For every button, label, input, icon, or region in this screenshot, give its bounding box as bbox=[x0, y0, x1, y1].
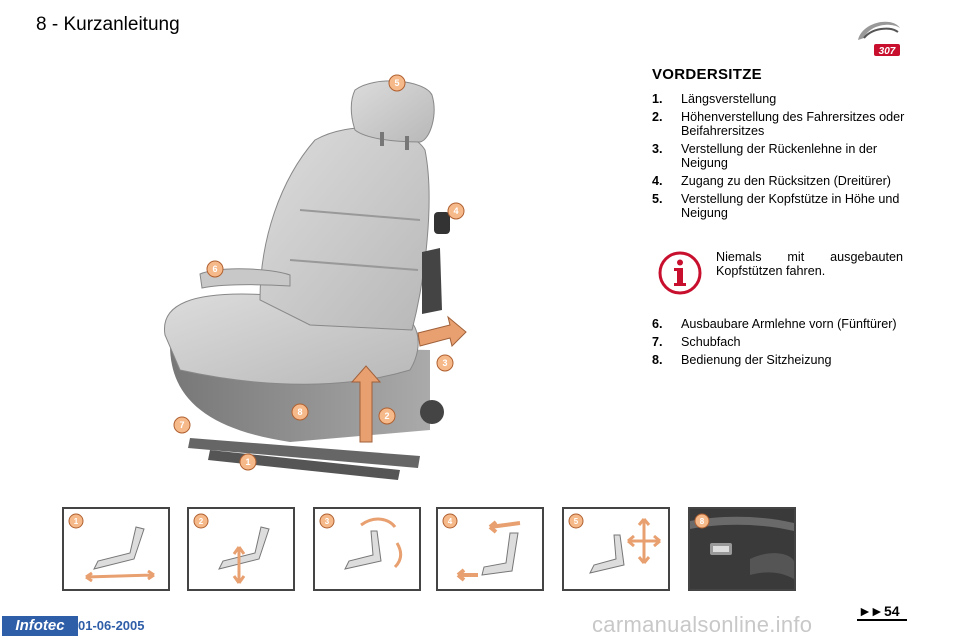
list-item: 8. Bedienung der Sitzheizung bbox=[652, 353, 832, 367]
svg-text:2: 2 bbox=[198, 517, 204, 526]
thumbnail-1 bbox=[62, 507, 170, 591]
svg-text:5: 5 bbox=[573, 517, 579, 526]
svg-text:3: 3 bbox=[324, 517, 330, 526]
svg-text:4: 4 bbox=[447, 517, 453, 526]
infotec-logo: Infotec bbox=[2, 616, 78, 636]
list-item: 1. Längsverstellung bbox=[652, 92, 777, 106]
page-underline bbox=[857, 619, 907, 621]
thumbnail-5 bbox=[562, 507, 670, 591]
list-item: 5. Verstellung der Kopfstütze in Höhe und Neigung bbox=[652, 192, 900, 220]
list-item: 3. Verstellung der Rückenlehne in der Neigung bbox=[652, 142, 878, 170]
info-icon bbox=[657, 250, 703, 296]
list-item: 4. Zugang zu den Rücksitzen (Dreitürer) bbox=[652, 174, 891, 188]
next-page-icon[interactable]: ►► bbox=[858, 603, 882, 619]
logo-text: 307 bbox=[878, 46, 896, 57]
brand-logo bbox=[852, 14, 906, 60]
warning-note: Niemals mit ausgebauten Kopfstützen fahren. bbox=[716, 250, 903, 278]
thumbnail-8 bbox=[688, 507, 796, 591]
page-number: 54 bbox=[884, 603, 900, 619]
callout-4: 4 bbox=[453, 206, 459, 216]
page-title: 8 - Kurzanleitung bbox=[36, 14, 180, 35]
callout-5: 5 bbox=[394, 78, 400, 88]
footer-date: 01-06-2005 bbox=[78, 618, 145, 633]
svg-text:1: 1 bbox=[73, 517, 79, 526]
feature-list-bottom bbox=[652, 317, 922, 371]
thumbnail-2 bbox=[187, 507, 295, 591]
callout-1: 1 bbox=[245, 457, 251, 467]
callout-7: 7 bbox=[179, 420, 185, 430]
thumbnail-3 bbox=[313, 507, 421, 591]
callout-8: 8 bbox=[297, 407, 303, 417]
list-item: 7. Schubfach bbox=[652, 335, 741, 349]
section-title: VORDERSITZE bbox=[652, 66, 762, 83]
svg-text:8: 8 bbox=[699, 517, 705, 526]
feature-list-top bbox=[652, 92, 922, 224]
callout-6: 6 bbox=[212, 264, 218, 274]
watermark: carmanualsonline.info bbox=[592, 612, 813, 637]
list-item: 6. Ausbaubare Armlehne vorn (Fünftürer) bbox=[652, 317, 897, 331]
callout-2: 2 bbox=[384, 411, 390, 421]
peugeot-307-logo-icon bbox=[852, 14, 906, 60]
callout-3: 3 bbox=[442, 358, 448, 368]
thumbnail-4 bbox=[436, 507, 544, 591]
list-item: 2. Höhenverstellung des Fahrersitzes oder Beifahrersitzes bbox=[652, 110, 905, 138]
front-seat-illustration bbox=[150, 70, 480, 500]
